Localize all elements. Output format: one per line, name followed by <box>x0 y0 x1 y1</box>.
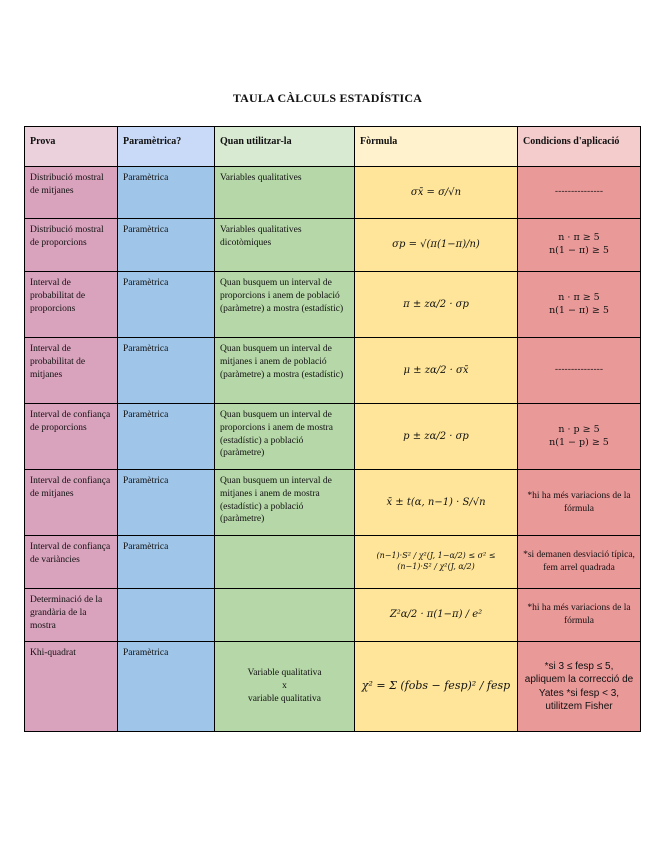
cell-prova: Khi-quadrat <box>25 642 118 732</box>
cell-prova: Distribució mostral de mitjanes <box>25 167 118 219</box>
cell-quan: Quan busquem un interval de mitjanes i anem de població (paràmetre) a mostra (estadístic) <box>215 338 355 404</box>
table-row <box>25 219 641 272</box>
cell-parametrica: Paramètrica <box>118 642 215 732</box>
cell-condicions: n · π ≥ 5 n(1 − π) ≥ 5 <box>518 219 641 272</box>
cell-formula <box>355 589 518 642</box>
header-quan-utilitzar: Quan utilitzar-la <box>215 127 355 167</box>
table-row <box>25 167 641 219</box>
cell-formula <box>355 404 518 470</box>
cell-prova: Distribució mostral de proporcions <box>25 219 118 272</box>
cell-condicions: --------------- <box>518 167 641 219</box>
cell-parametrica: Paramètrica <box>118 272 215 338</box>
cell-formula <box>355 642 518 732</box>
cell-formula <box>355 470 518 536</box>
cell-condicions: *hi ha més variacions de la fórmula <box>518 470 641 536</box>
cell-parametrica <box>118 589 215 642</box>
cell-condicions: *si 3 ≤ fesp ≤ 5, apliquem la correcció de Yates *si fesp < 3, utilitzem Fisher <box>518 642 641 732</box>
header-parametrica: Paramètrica? <box>118 127 215 167</box>
cell-condicions: --------------- <box>518 338 641 404</box>
cell-formula <box>355 219 518 272</box>
table-row <box>25 470 641 536</box>
cell-quan <box>215 589 355 642</box>
header-condicions: Condicions d'aplicació <box>518 127 641 167</box>
cell-prova: Interval de probabilitat de proporcions <box>25 272 118 338</box>
statistics-table <box>24 126 641 732</box>
cell-parametrica: Paramètrica <box>118 338 215 404</box>
cell-prova: Interval de confiança de mitjanes <box>25 470 118 536</box>
cell-prova: Interval de confiança de variàncies <box>25 536 118 589</box>
cell-formula <box>355 338 518 404</box>
cell-prova: Interval de confiança de proporcions <box>25 404 118 470</box>
header-prova: Prova <box>25 127 118 167</box>
formula-text: Z²α/2 · π(1−π) / e² <box>389 609 483 621</box>
table-row <box>25 404 641 470</box>
table-row <box>25 589 641 642</box>
cell-formula <box>355 167 518 219</box>
table-row <box>25 338 641 404</box>
cell-parametrica: Paramètrica <box>118 167 215 219</box>
cell-quan <box>215 536 355 589</box>
formula-text: χ² = Σ (fobs − fesp)² / fesp <box>361 679 511 693</box>
page-title: TAULA CÀLCULS ESTADÍSTICA <box>232 91 423 105</box>
cell-parametrica: Paramètrica <box>118 470 215 536</box>
cell-prova: Interval de probabilitat de mitjanes <box>25 338 118 404</box>
cell-quan: Variable qualitativa x variable qualitativa <box>215 642 355 732</box>
cell-condicions: n · π ≥ 5 n(1 − π) ≥ 5 <box>518 272 641 338</box>
cell-parametrica: Paramètrica <box>118 219 215 272</box>
formula-text: x̄ ± t(α, n−1) · S/√n <box>386 496 486 508</box>
cell-quan: Variables qualitatives dicotòmiques <box>215 219 355 272</box>
header-row <box>25 127 641 167</box>
cell-condicions: n · p ≥ 5 n(1 − p) ≥ 5 <box>518 404 641 470</box>
table-row <box>25 272 641 338</box>
cell-formula <box>355 272 518 338</box>
formula-text: σx̄ = σ/√n <box>410 186 462 198</box>
table-row <box>25 536 641 589</box>
cell-quan: Quan busquem un interval de proporcions i anem de mostra (estadístic) a població (paràmetre) <box>215 404 355 470</box>
cell-formula <box>355 536 518 589</box>
cell-condicions: *si demanen desviació típica, fem arrel quadrada <box>518 536 641 589</box>
cell-condicions: *hi ha més variacions de la fórmula <box>518 589 641 642</box>
cell-prova: Determinació de la grandària de la mostra <box>25 589 118 642</box>
cell-parametrica: Paramètrica <box>118 404 215 470</box>
formula-text: p ± zα/2 · σp <box>403 430 469 442</box>
cell-parametrica: Paramètrica <box>118 536 215 589</box>
table-row <box>25 642 641 732</box>
cell-quan: Quan busquem un interval de mitjanes i anem de mostra (estadístic) a població (paràmetre) <box>215 470 355 536</box>
formula-text: σp = √(π(1−π)/n) <box>392 239 480 251</box>
header-formula: Fòrmula <box>355 127 518 167</box>
formula-text: π ± zα/2 · σp <box>403 298 469 310</box>
formula-text: (n−1)·S² / χ²(J, 1−α/2) ≤ σ² ≤ (n−1)·S² / χ²(J, α/2) <box>376 551 496 571</box>
cell-quan: Quan busquem un interval de proporcions i anem de població (paràmetre) a mostra (estadístic) <box>215 272 355 338</box>
cell-quan: Variables qualitatives <box>215 167 355 219</box>
formula-text: μ ± zα/2 · σx̄ <box>403 364 469 376</box>
